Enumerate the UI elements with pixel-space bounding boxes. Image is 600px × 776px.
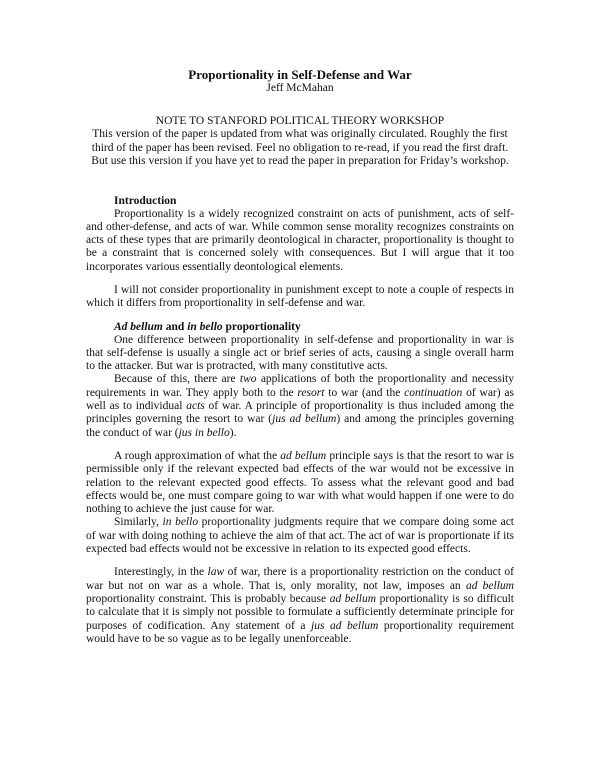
paragraph-text: principle says is that the resort to war is permissible only if the relevant expected bad effects of the war would not be excessive in relation to the relevant expected good effects. To assess what the relevant good and bad effects would be, one must compare going to war with what would happen if one were to do nothing to achieve the just cause for war. [86,449,514,516]
italic-term: law [207,566,225,579]
italic-term: jus ad bellum [311,619,379,632]
paragraph-text: ) and among the principles governing the conduct of war ( [86,413,514,439]
paragraph-text: proportionality judgments require that we compare doing some act of war with doing nothing to achieve the aim of that act. The act of war is proportionate if its expected bad effects would not be excessive in relation to its expected good effects. [86,516,514,556]
paragraph [86,516,514,556]
section-heading-introduction: Introduction [114,194,177,207]
paragraph-text: of war. A principle of proportionality is thus included among the principles governing the resort to war ( [86,400,515,426]
paragraph-text: to war (and the [324,386,405,399]
paragraph: One difference between proportionality in self-defense and proportionality in war is that self-defense is usually a single act or brief series of acts, causing a single overall harm to the attacker. But war is protracted, with many constitutive acts. [86,333,514,373]
paragraph-text: Similarly, [114,516,163,529]
italic-term: in bello [162,516,199,529]
paragraph [86,373,514,439]
paragraph-text: of war, there is a proportionality restriction on the conduct of war but not on war as a whole. That is, only morality, not law, imposes an [86,566,514,592]
paragraph: Proportionality is a widely recognized constraint on acts of punishment, acts of self-and other-defense, and acts of war. While common sense morality recognizes constraints on acts of these types that are primarily deontological in character, proportionality is thought to be a constraint that is concerned solely with consequences. But I will argue that it too incorporates various essentially deontological elements. [86,207,514,273]
italic-term: two [239,373,257,386]
italic-term: continuation [404,386,463,399]
italic-term: jus in bello [178,426,230,439]
italic-term: jus ad bellum [272,413,337,426]
paragraph-text: proportionality requirement would have to be so vague as to be legally unenforceable. [86,619,515,645]
section-heading-text: and [162,320,188,333]
italic-term: ad bellum [465,579,514,592]
italic-term: resort [297,386,325,399]
paragraph-text: Because of this, there are [114,373,240,386]
paragraph: I will not consider proportionality in punishment except to note a couple of respects in which it differs from proportionality in self-defense and war. [86,283,514,310]
author-name: Jeff McMahan [266,82,334,94]
paper-title: Proportionality in Self-Defense and War [188,67,412,82]
section-heading-italic: in bello [187,320,223,333]
section-heading-text: proportionality [222,320,301,333]
paragraph-text: proportionality constraint. This is probably because [86,592,330,605]
paragraph [86,450,514,516]
workshop-note-text: This version of the paper is updated from what was originally circulated. Roughly the first third of the paper has been revised. Feel no obligation to re-read, if you read the first draft. But use this version if you have yet to read the paper in preparation for Friday’s workshop. [91,128,509,167]
paragraph-text: of war) as well as to individual [86,386,514,413]
section-heading-proportionality [114,321,514,334]
paragraph-text: applications of both the proportionality and necessity requirements in war. They apply both to the [86,373,515,399]
paragraph-text: proportionality is so difficult to calculate that it is simply not possible to formulate a sufficiently determinate principle for purposes of codification. Any statement of a [86,592,514,632]
workshop-note-heading: NOTE TO STANFORD POLITICAL THEORY WORKSHOP [155,115,445,127]
paragraph [86,566,514,646]
paragraph-text: Interestingly, in the [114,566,208,579]
italic-term: ad bellum [280,449,327,462]
paragraph-text: A rough approximation of what the [114,449,281,462]
italic-term: acts [186,400,205,413]
section-heading-italic: Ad bellum [114,320,163,333]
paragraph-text: ). [229,426,237,439]
italic-term: ad bellum [329,592,377,605]
